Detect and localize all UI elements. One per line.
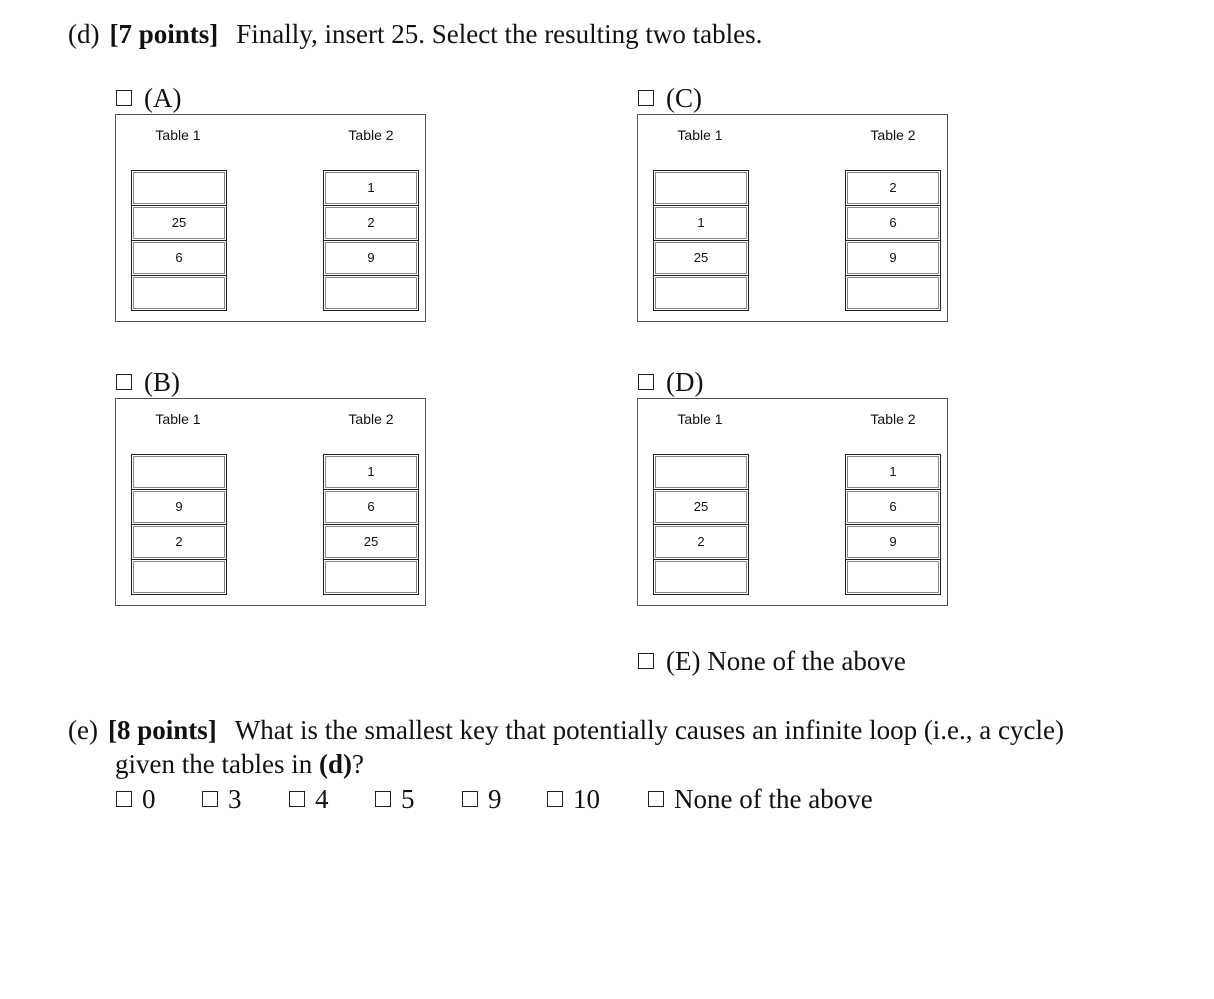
question-e-text-line2: given the tables in bbox=[115, 749, 313, 779]
table-cell bbox=[323, 559, 419, 595]
table-cell: 9 bbox=[845, 240, 941, 276]
question-d-text: Finally, insert 25. Select the resulting two tables. bbox=[236, 19, 763, 49]
option-d-table1 bbox=[653, 454, 749, 595]
choice-5-label: 5 bbox=[401, 784, 415, 814]
table-cell: 6 bbox=[131, 240, 227, 276]
table-cell bbox=[131, 275, 227, 311]
table-cell bbox=[845, 275, 941, 311]
option-e-checkbox[interactable] bbox=[638, 653, 654, 669]
table-cell: 6 bbox=[323, 489, 419, 525]
choice-none-label: None of the above bbox=[674, 784, 873, 814]
table-cell bbox=[845, 559, 941, 595]
choice-10[interactable] bbox=[547, 783, 600, 815]
choice-9-label: 9 bbox=[488, 784, 502, 814]
option-c-choice[interactable] bbox=[638, 83, 702, 113]
option-b-checkbox[interactable] bbox=[116, 374, 132, 390]
table-cell bbox=[131, 170, 227, 206]
option-b-table1-title: Table 1 bbox=[155, 411, 201, 427]
choice-9[interactable] bbox=[462, 783, 502, 815]
option-e-choice[interactable] bbox=[638, 646, 906, 676]
question-d-points: [7 points] bbox=[109, 19, 219, 49]
table-cell: 9 bbox=[323, 240, 419, 276]
choice-10-checkbox[interactable] bbox=[547, 791, 563, 807]
option-b-table2 bbox=[323, 454, 419, 595]
table-cell: 1 bbox=[323, 170, 419, 206]
table-cell: 2 bbox=[323, 205, 419, 241]
choice-4-label: 4 bbox=[315, 784, 329, 814]
question-d-heading bbox=[68, 17, 762, 51]
choice-0[interactable] bbox=[116, 783, 156, 815]
choice-3[interactable] bbox=[202, 783, 242, 815]
table-cell: 9 bbox=[845, 524, 941, 560]
choice-5[interactable] bbox=[375, 783, 415, 815]
table-cell bbox=[653, 454, 749, 490]
table-cell: 6 bbox=[845, 205, 941, 241]
table-cell: 25 bbox=[653, 489, 749, 525]
option-a-table1 bbox=[131, 170, 227, 311]
option-b-panel bbox=[115, 398, 426, 606]
table-cell: 2 bbox=[131, 524, 227, 560]
option-c-checkbox[interactable] bbox=[638, 90, 654, 106]
option-a-panel bbox=[115, 114, 426, 322]
table-cell bbox=[653, 559, 749, 595]
table-cell: 2 bbox=[845, 170, 941, 206]
option-c-panel bbox=[637, 114, 948, 322]
choice-3-label: 3 bbox=[228, 784, 242, 814]
option-d-table2-title: Table 2 bbox=[870, 411, 916, 427]
table-cell: 1 bbox=[323, 454, 419, 490]
table-cell: 25 bbox=[323, 524, 419, 560]
option-d-table1-title: Table 1 bbox=[677, 411, 723, 427]
table-cell bbox=[131, 454, 227, 490]
question-e-label: (e) bbox=[68, 715, 98, 745]
question-e-text-line1: What is the smallest key that potentially causes an infinite loop (i.e., a cycle) bbox=[234, 715, 1064, 745]
option-b-label: (B) bbox=[144, 367, 180, 397]
table-cell bbox=[131, 559, 227, 595]
choice-5-checkbox[interactable] bbox=[375, 791, 391, 807]
option-c-table2 bbox=[845, 170, 941, 311]
choice-4[interactable] bbox=[289, 783, 329, 815]
table-cell bbox=[653, 275, 749, 311]
choice-9-checkbox[interactable] bbox=[462, 791, 478, 807]
option-c-label: (C) bbox=[666, 83, 702, 113]
table-cell: 9 bbox=[131, 489, 227, 525]
table-cell bbox=[653, 170, 749, 206]
option-b-table1 bbox=[131, 454, 227, 595]
table-cell: 25 bbox=[653, 240, 749, 276]
choice-4-checkbox[interactable] bbox=[289, 791, 305, 807]
option-a-table2 bbox=[323, 170, 419, 311]
option-d-label: (D) bbox=[666, 367, 704, 397]
option-b-choice[interactable] bbox=[116, 367, 180, 397]
option-a-choice[interactable] bbox=[116, 83, 181, 113]
choice-10-label: 10 bbox=[573, 784, 600, 814]
question-e-qmark: ? bbox=[351, 749, 364, 779]
option-d-panel bbox=[637, 398, 948, 606]
option-d-choice[interactable] bbox=[638, 367, 703, 397]
table-cell: 2 bbox=[653, 524, 749, 560]
choice-none[interactable] bbox=[648, 783, 873, 815]
choice-0-checkbox[interactable] bbox=[116, 791, 132, 807]
table-cell: 1 bbox=[845, 454, 941, 490]
question-e-ref: (d) bbox=[318, 749, 352, 779]
option-e-label: (E) None of the above bbox=[666, 646, 906, 676]
question-e-points: [8 points] bbox=[107, 715, 217, 745]
question-e-line2 bbox=[115, 747, 364, 781]
option-b-table2-title: Table 2 bbox=[348, 411, 394, 427]
option-a-checkbox[interactable] bbox=[116, 90, 132, 106]
choice-0-label: 0 bbox=[142, 784, 156, 814]
option-c-table1-title: Table 1 bbox=[677, 127, 723, 143]
table-cell: 1 bbox=[653, 205, 749, 241]
question-e-line1 bbox=[68, 713, 1064, 747]
option-a-label: (A) bbox=[144, 83, 182, 113]
table-cell bbox=[323, 275, 419, 311]
table-cell: 6 bbox=[845, 489, 941, 525]
option-a-table2-title: Table 2 bbox=[348, 127, 394, 143]
choice-3-checkbox[interactable] bbox=[202, 791, 218, 807]
table-cell: 25 bbox=[131, 205, 227, 241]
option-c-table2-title: Table 2 bbox=[870, 127, 916, 143]
choice-none-checkbox[interactable] bbox=[648, 791, 664, 807]
option-a-table1-title: Table 1 bbox=[155, 127, 201, 143]
option-c-table1 bbox=[653, 170, 749, 311]
option-d-checkbox[interactable] bbox=[638, 374, 654, 390]
option-d-table2 bbox=[845, 454, 941, 595]
question-d-label: (d) bbox=[68, 19, 100, 49]
